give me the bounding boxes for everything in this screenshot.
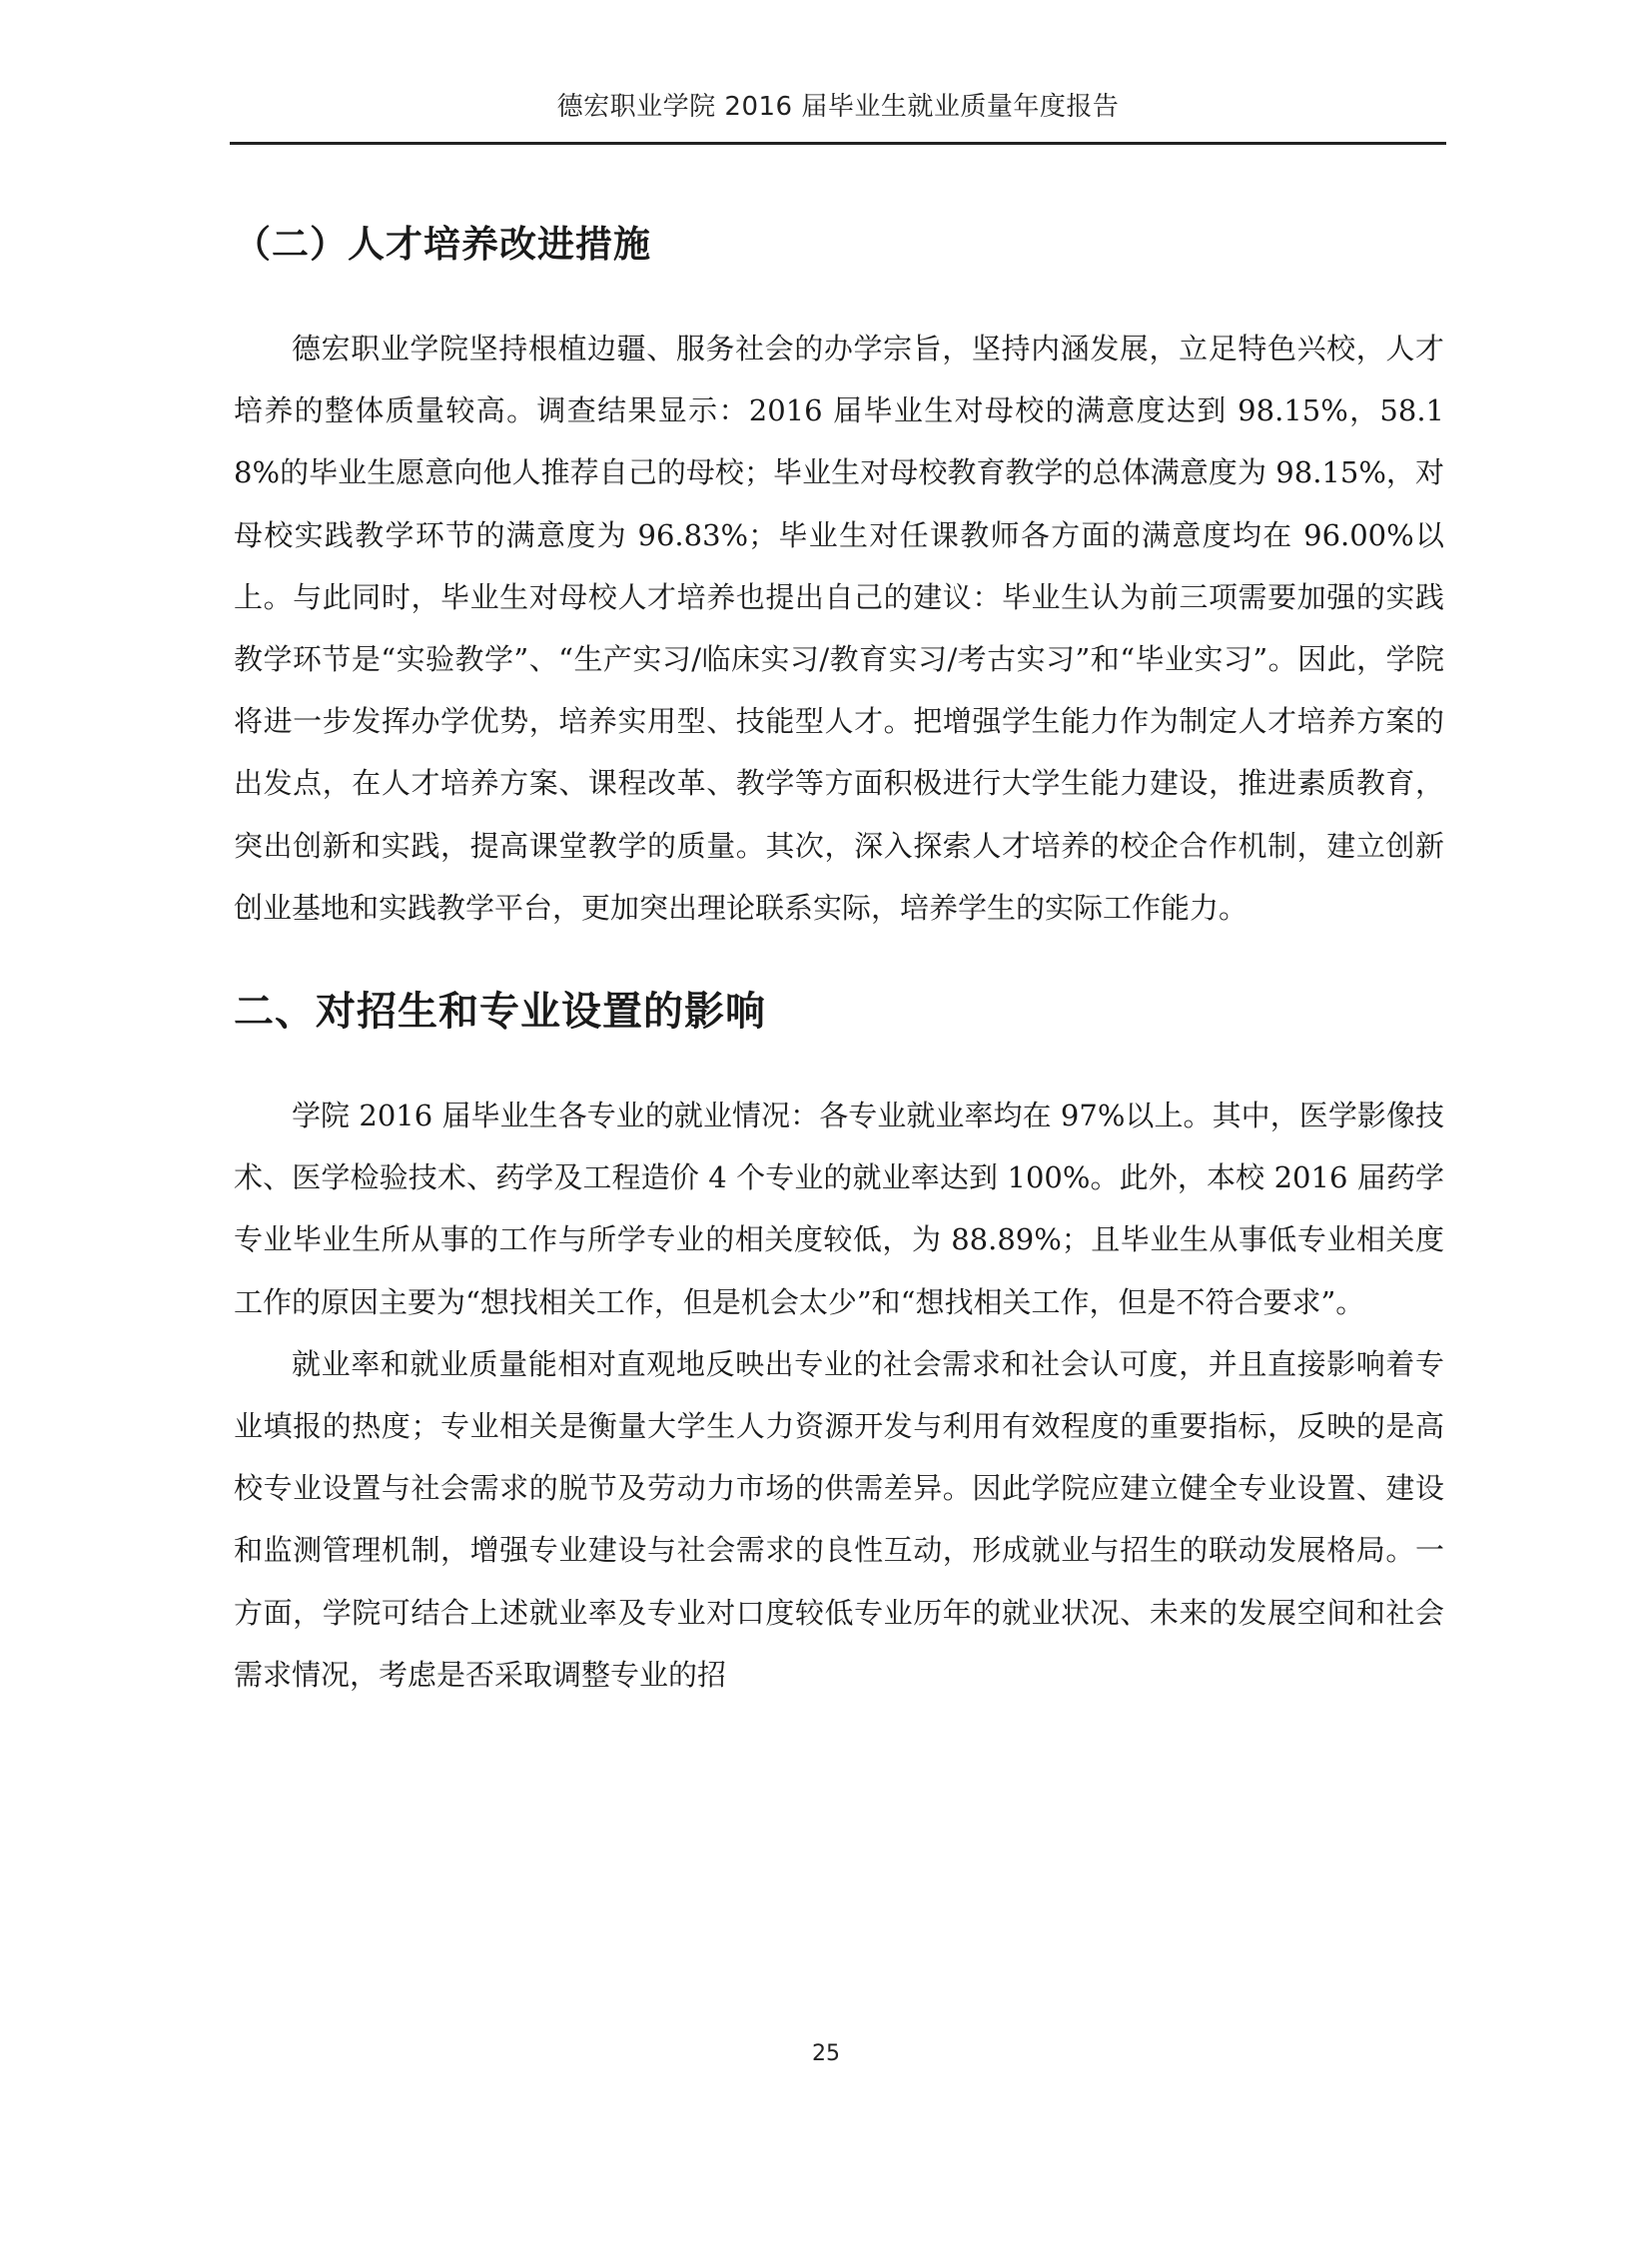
spacer (234, 1049, 1444, 1085)
subsection-heading: （二）人才培养改进措施 (234, 223, 651, 266)
section-paragraph-2: 就业率和就业质量能相对直观地反映出专业的社会需求和社会认可度，并且直接影响着专业填报的热度；专业相关是衡量大学生人力资源开发与利用有效程度的重要指标，反映的是高校专业设置与社会需求的脱节及劳动力市场的供需差异。因此学院应建立健全专业设置、建设和监测管理机制，增强专业建设与社会需求的良性互动，形成就业与招生的联动发展格局。一方面，学院可结合上述就业率及专业对口度较低专业历年的就业状况、未来的发展空间和社会需求情况，考虑是否采取调整专业的招 (234, 1346, 1444, 1692)
page-content (234, 208, 1444, 1706)
spacer (234, 282, 1444, 318)
section-heading: 二、对招生和专业设置的影响 (234, 989, 766, 1036)
section-paragraph-1: 学院 2016 届毕业生各专业的就业情况：各专业就业率均在 97%以上。其中，医学影像技术、医学检验技术、药学及工程造价 4 个专业的就业率达到 100%。此外，本校 2016 届药学专业毕业生所从事的工作与所学专业的相关度较低，为 88.89%；且毕业生从事低专业相关度工作的原因主要为“想找相关工作，但是机会太少”和“想找相关工作，但是不符合要求”。 (234, 1099, 1444, 1319)
page-number: 25 (812, 2041, 840, 2066)
subsection-paragraph: 德宏职业学院坚持根植边疆、服务社会的办学宗旨，坚持内涵发展，立足特色兴校，人才培养的整体质量较高。调查结果显示：2016 届毕业生对母校的满意度达到 98.15%，58.18%的毕业生愿意向他人推荐自己的母校；毕业生对母校教育教学的总体满意度为 98.15%，对母校实践教学环节的满意度为 96.83%；毕业生对任课教师各方面的满意度均在 96.00%以上。与此同时，毕业生对母校人才培养也提出自己的建议：毕业生认为前三项需要加强的实践教学环节是“实验教学”、“生产实习/临床实习/教育实习/考古实习”和“毕业实习”。因此，学院将进一步发挥办学优势，培养实用型、技能型人才。把增强学生能力作为制定人才培养方案的出发点，在人才培养方案、课程改革、教学等方面积极进行大学生能力建设，推进素质教育，突出创新和实践，提高课堂教学的质量。其次，深入探索人才培养的校企合作机制，建立创新创业基地和实践教学平台，更加突出理论联系实际，培养学生的实际工作能力。 (234, 332, 1444, 925)
spacer (234, 939, 1444, 975)
header-divider (230, 142, 1446, 145)
page-header-title: 德宏职业学院 2016 届毕业生就业质量年度报告 (556, 92, 1120, 122)
